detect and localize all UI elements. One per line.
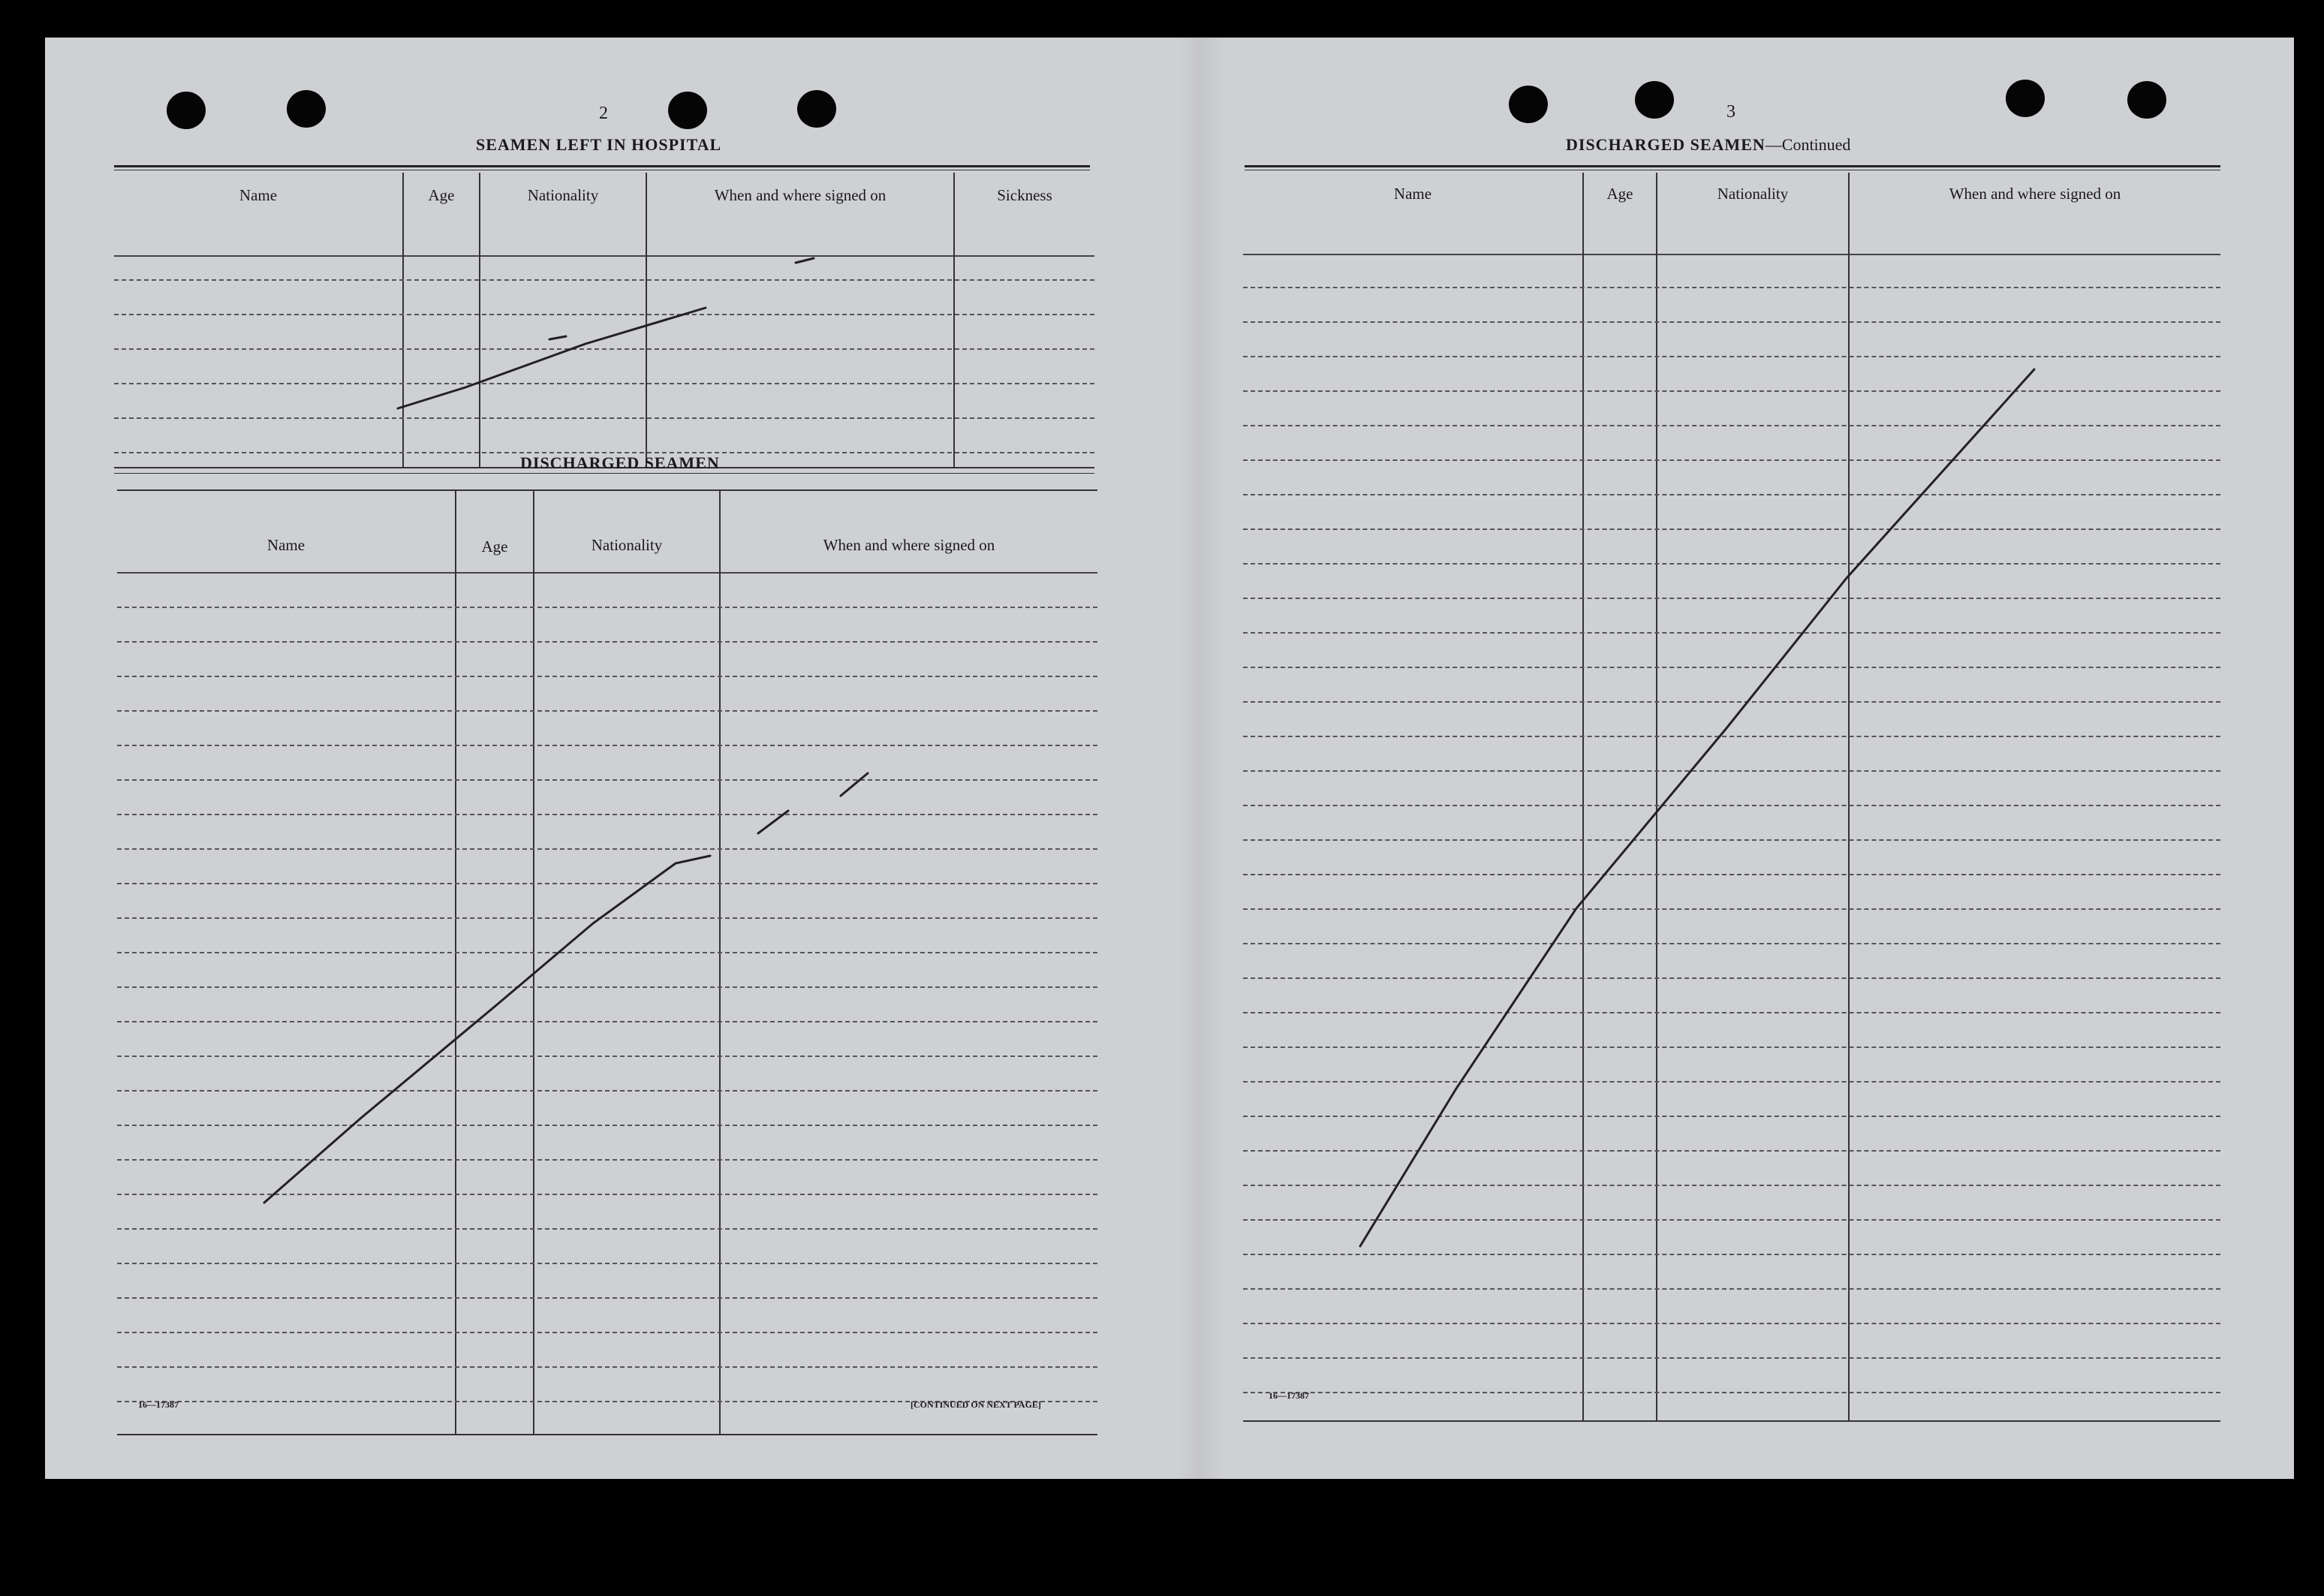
page-number-left: 2 [599,104,608,123]
column-header-nationality: Nationality [1717,185,1789,203]
title-main: DISCHARGED SEAMEN [1566,135,1766,154]
pen-stroke-hospital [398,308,706,408]
page-number-right: 3 [1726,102,1735,122]
pen-stroke-hospital-mark [549,336,566,339]
form-number-left: 16—17387 [138,1399,179,1410]
column-header-name: Name [239,186,278,204]
continued-note: [CONTINUED ON NEXT PAGE] [911,1399,1041,1410]
column-header-signed-on: When and where signed on [823,536,995,554]
column-header-age: Age [1606,185,1633,203]
column-header-signed-on: When and where signed on [1949,185,2121,203]
hospital-section-title: SEAMEN LEFT IN HOSPITAL [476,135,722,154]
discharged-section-title: DISCHARGED SEAMEN [520,453,720,472]
column-header-name: Name [1393,185,1432,203]
pen-stroke-discharged-right [1360,369,2034,1246]
pen-stroke-discharged [264,856,710,1203]
column-header-nationality: Nationality [591,536,663,554]
column-header-age: Age [481,538,508,556]
document-sheet [45,38,2294,1479]
column-header-nationality: Nationality [527,186,599,204]
column-header-sickness: Sickness [997,186,1052,204]
column-header-age: Age [428,186,455,204]
title-continued: —Continued [1765,135,1851,154]
column-header-name: Name [266,536,306,554]
form-number-right: 16—17387 [1269,1390,1309,1401]
pen-stroke-discharged-upper [758,773,868,833]
column-header-signed-on: When and where signed on [714,186,887,204]
pen-stroke-hospital-tick [796,258,814,263]
pen-strokes [45,38,2294,1479]
